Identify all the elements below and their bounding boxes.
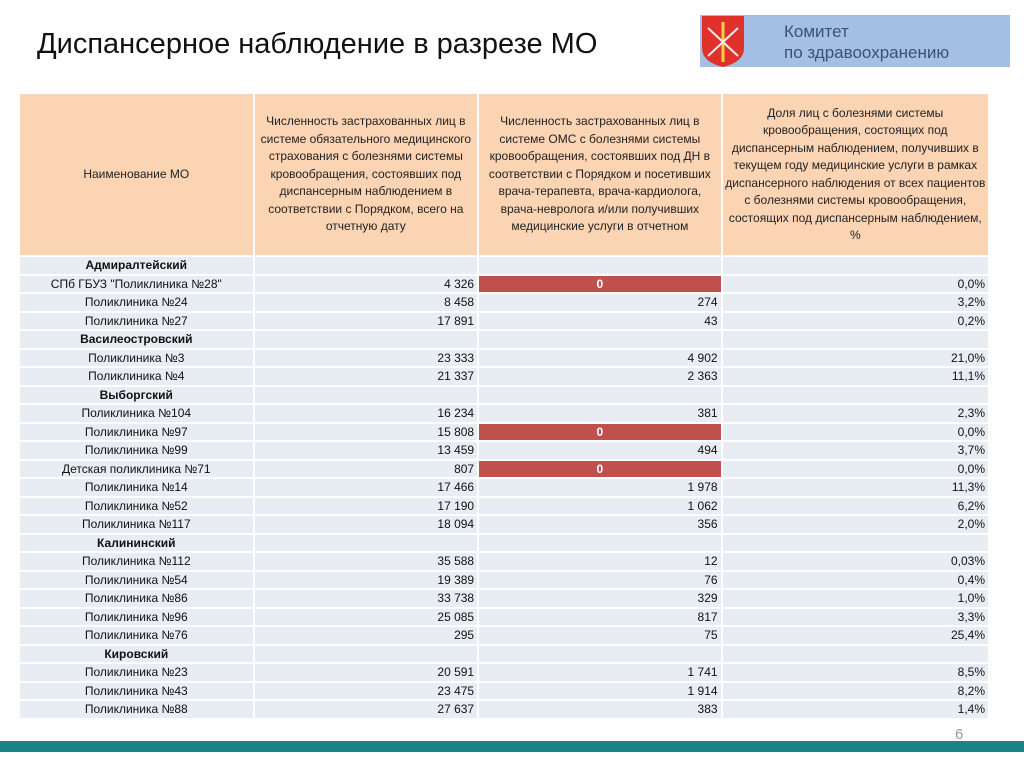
footer-bar (0, 741, 1024, 752)
visited-count: 817 (478, 608, 721, 627)
mo-name: Детская поликлиника №71 (19, 460, 254, 479)
visited-count: 494 (478, 441, 721, 460)
share-percent: 0,0% (722, 423, 989, 442)
visited-count: 76 (478, 571, 721, 590)
mo-name: Поликлиника №23 (19, 663, 254, 682)
mo-name: Поликлиника №104 (19, 404, 254, 423)
table-row (19, 626, 989, 645)
mo-name: Поликлиника №97 (19, 423, 254, 442)
table-row (19, 682, 989, 701)
share-percent: 0,0% (722, 275, 989, 294)
visited-count: 381 (478, 404, 721, 423)
visited-count: 0 (478, 460, 721, 479)
empty-cell (254, 534, 479, 553)
total-count: 13 459 (254, 441, 479, 460)
table-row (19, 589, 989, 608)
visited-count: 383 (478, 700, 721, 719)
mo-name: Поликлиника №24 (19, 293, 254, 312)
empty-cell (722, 534, 989, 553)
table-row (19, 478, 989, 497)
district-name: Выборгский (19, 386, 254, 405)
mo-name: Поликлиника №117 (19, 515, 254, 534)
mo-name: Поликлиника №27 (19, 312, 254, 331)
empty-cell (254, 645, 479, 664)
table-row (19, 404, 989, 423)
total-count: 21 337 (254, 367, 479, 386)
header-visited: Численность застрахованных лиц в системе ОМС с болезнями системы кровообращения, состоявших под ДН в соответствии с Порядком и посетивших врача-терапевта, врача-кардиолога, врача-невролога и/или получивших медицинские услуги в отчетном (478, 93, 721, 256)
table-row (19, 275, 989, 294)
header-mo-name: Наименование МО (19, 93, 254, 256)
page-number: 6 (955, 726, 964, 743)
empty-cell (254, 330, 479, 349)
share-percent: 3,3% (722, 608, 989, 627)
empty-cell (254, 386, 479, 405)
header-total: Численность застрахованных лиц в системе обязательного медицинского страхования с болезнями системы кровообращения, состоявших под диспансерным наблюдением в соответствии с Порядком, всего на отчетную дату (254, 93, 479, 256)
visited-count: 2 363 (478, 367, 721, 386)
district-name: Калининский (19, 534, 254, 553)
total-count: 19 389 (254, 571, 479, 590)
share-percent: 11,1% (722, 367, 989, 386)
share-percent: 0,03% (722, 552, 989, 571)
district-name: Адмиралтейский (19, 256, 254, 275)
district-name: Кировский (19, 645, 254, 664)
visited-count: 1 062 (478, 497, 721, 516)
mo-name: СПб ГБУЗ "Поликлиника №28" (19, 275, 254, 294)
total-count: 17 891 (254, 312, 479, 331)
mo-name: Поликлиника №86 (19, 589, 254, 608)
total-count: 807 (254, 460, 479, 479)
total-count: 27 637 (254, 700, 479, 719)
share-percent: 0,2% (722, 312, 989, 331)
visited-count: 274 (478, 293, 721, 312)
mo-name: Поликлиника №52 (19, 497, 254, 516)
mo-name: Поликлиника №43 (19, 682, 254, 701)
visited-count: 356 (478, 515, 721, 534)
visited-count: 0 (478, 423, 721, 442)
share-percent: 8,5% (722, 663, 989, 682)
visited-count: 1 741 (478, 663, 721, 682)
total-count: 17 190 (254, 497, 479, 516)
district-row (19, 330, 989, 349)
empty-cell (722, 256, 989, 275)
total-count: 15 808 (254, 423, 479, 442)
total-count: 33 738 (254, 589, 479, 608)
district-name: Василеостровский (19, 330, 254, 349)
visited-count: 1 978 (478, 478, 721, 497)
table-row (19, 460, 989, 479)
empty-cell (722, 330, 989, 349)
table-row (19, 663, 989, 682)
table-row (19, 515, 989, 534)
total-count: 4 326 (254, 275, 479, 294)
slide-title: Диспансерное наблюдение в разрезе МО (37, 28, 598, 60)
share-percent: 0,0% (722, 460, 989, 479)
district-row (19, 534, 989, 553)
spb-coat-of-arms-icon (700, 14, 746, 68)
total-count: 20 591 (254, 663, 479, 682)
empty-cell (478, 386, 721, 405)
empty-cell (478, 645, 721, 664)
district-row (19, 256, 989, 275)
visited-count: 43 (478, 312, 721, 331)
share-percent: 1,4% (722, 700, 989, 719)
table-row (19, 349, 989, 368)
share-percent: 1,0% (722, 589, 989, 608)
total-count: 23 475 (254, 682, 479, 701)
share-percent: 2,0% (722, 515, 989, 534)
total-count: 25 085 (254, 608, 479, 627)
mo-name: Поликлиника №4 (19, 367, 254, 386)
logo-line-1: Комитет (784, 22, 849, 41)
district-row (19, 645, 989, 664)
mo-name: Поликлиника №96 (19, 608, 254, 627)
empty-cell (254, 256, 479, 275)
table-row (19, 571, 989, 590)
share-percent: 6,2% (722, 497, 989, 516)
visited-count: 12 (478, 552, 721, 571)
visited-count: 0 (478, 275, 721, 294)
empty-cell (478, 330, 721, 349)
table-row (19, 312, 989, 331)
table-row (19, 293, 989, 312)
empty-cell (478, 256, 721, 275)
total-count: 35 588 (254, 552, 479, 571)
table-row (19, 367, 989, 386)
table-row (19, 608, 989, 627)
mo-name: Поликлиника №3 (19, 349, 254, 368)
share-percent: 25,4% (722, 626, 989, 645)
district-row (19, 386, 989, 405)
header-share: Доля лиц с болезнями системы кровообращения, состоящих под диспансерным наблюдением, получивших в текущем году медицинские услуги в рамках диспансерного наблюдения от всех пациентов с болезнями системы кровообращения, состоящих под диспансерным наблюдением, % (722, 93, 989, 256)
share-percent: 21,0% (722, 349, 989, 368)
table-row (19, 700, 989, 719)
mo-name: Поликлиника №99 (19, 441, 254, 460)
table-row (19, 441, 989, 460)
mo-name: Поликлиника №14 (19, 478, 254, 497)
share-percent: 3,2% (722, 293, 989, 312)
share-percent: 11,3% (722, 478, 989, 497)
table-row (19, 423, 989, 442)
visited-count: 1 914 (478, 682, 721, 701)
total-count: 17 466 (254, 478, 479, 497)
visited-count: 4 902 (478, 349, 721, 368)
mo-name: Поликлиника №112 (19, 552, 254, 571)
logo-line-2: по здравоохранению (784, 43, 950, 62)
total-count: 23 333 (254, 349, 479, 368)
total-count: 295 (254, 626, 479, 645)
total-count: 8 458 (254, 293, 479, 312)
empty-cell (478, 534, 721, 553)
total-count: 16 234 (254, 404, 479, 423)
table-row (19, 497, 989, 516)
share-percent: 2,3% (722, 404, 989, 423)
mo-name: Поликлиника №54 (19, 571, 254, 590)
empty-cell (722, 645, 989, 664)
table-row (19, 552, 989, 571)
visited-count: 75 (478, 626, 721, 645)
mo-name: Поликлиника №88 (19, 700, 254, 719)
share-percent: 8,2% (722, 682, 989, 701)
dispensary-table (18, 92, 990, 720)
share-percent: 3,7% (722, 441, 989, 460)
share-percent: 0,4% (722, 571, 989, 590)
mo-name: Поликлиника №76 (19, 626, 254, 645)
visited-count: 329 (478, 589, 721, 608)
empty-cell (722, 386, 989, 405)
total-count: 18 094 (254, 515, 479, 534)
